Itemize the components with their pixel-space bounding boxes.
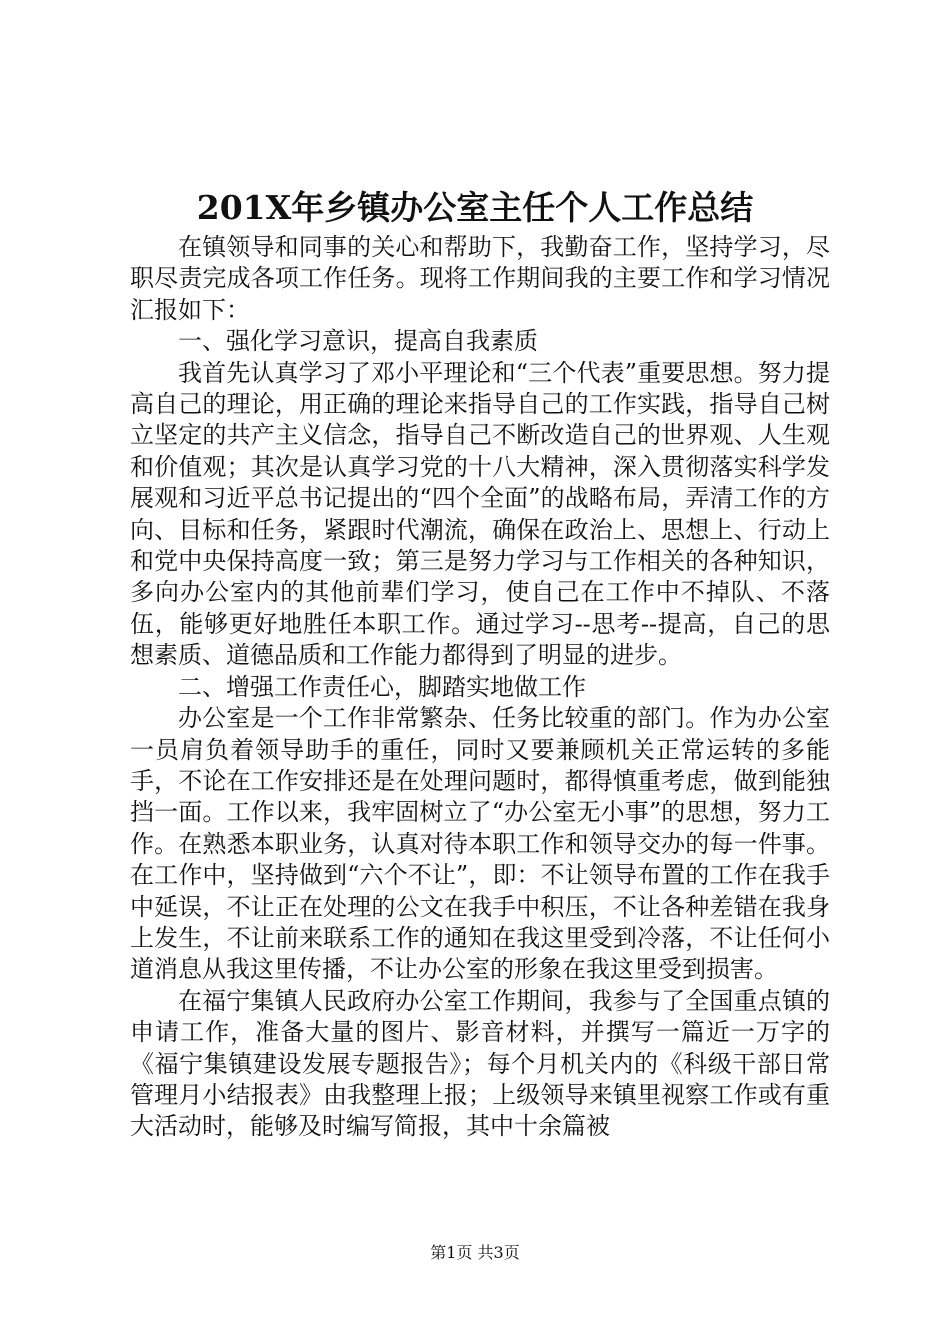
intro-paragraph: 在镇领导和同事的关心和帮助下，我勤奋工作，坚持学习，尽职尽责完成各项工作任务。现将工作期间我的主要工作和学习情况汇报如下： <box>130 233 830 324</box>
section-heading-2: 二、增强工作责任心，脚踏实地做工作 <box>178 672 586 701</box>
document-title: 201X年乡镇办公室主任个人工作总结 <box>196 188 754 227</box>
section-1-paragraph: 我首先认真学习了邓小平理论和“三个代表”重要思想。努力提高自己的理论，用正确的理论来指导自己的工作实践，指导自己树立坚定的共产主义信念，指导自己不断改造自己的世界观、人生观和价值观；其次是认真学习党的十八大精神，深入贯彻落实科学发展观和习近平总书记提出的“四个全面”的战略布局，弄清工作的方向、目标和任务，紧跟时代潮流，确保在政治上、思想上、行动上和党中央保持高度一致；第三是努力学习与工作相关的各种知识，多向办公室内的其他前辈们学习，使自己在工作中不掉队、不落伍，能够更好地胜任本职工作。通过学习--思考--提高，自己的思想素质、道德品质和工作能力都得到了明显的进步。 <box>130 358 830 670</box>
page-number-footer: 第1页 共3页 <box>430 1243 520 1262</box>
section-2-paragraph: 办公室是一个工作非常繁杂、任务比较重的部门。作为办公室一员肩负着领导助手的重任，同时又要兼顾机关正常运转的多能手，不论在工作安排还是在处理问题时，都得慎重考虑，做到能独挡一面。工作以来，我牢固树立了“办公室无小事”的思想，努力工作。在熟悉本职业务，认真对待本职工作和领导交办的每一件事。在工作中，坚持做到“六个不让”，即：不让领导布置的工作在我手中延误，不让正在处理的公文在我手中积压，不让各种差错在我身上发生，不让前来联系工作的通知在我这里受到冷落，不让任何小道消息从我这里传播，不让办公室的形象在我这里受到损害。 <box>130 704 830 984</box>
section-heading-1: 一、强化学习意识，提高自我素质 <box>178 327 538 356</box>
document-body <box>130 232 830 1143</box>
section-2-paragraph-continued: 在福宁集镇人民政府办公室工作期间，我参与了全国重点镇的申请工作，准备大量的图片、影音材料，并撰写一篇近一万字的《福宁集镇建设发展专题报告》；每个月机关内的《科级干部日常管理月小结报表》由我整理上报；上级领导来镇里视察工作或有重大活动时，能够及时编写简报，其中十余篇被 <box>130 986 830 1141</box>
